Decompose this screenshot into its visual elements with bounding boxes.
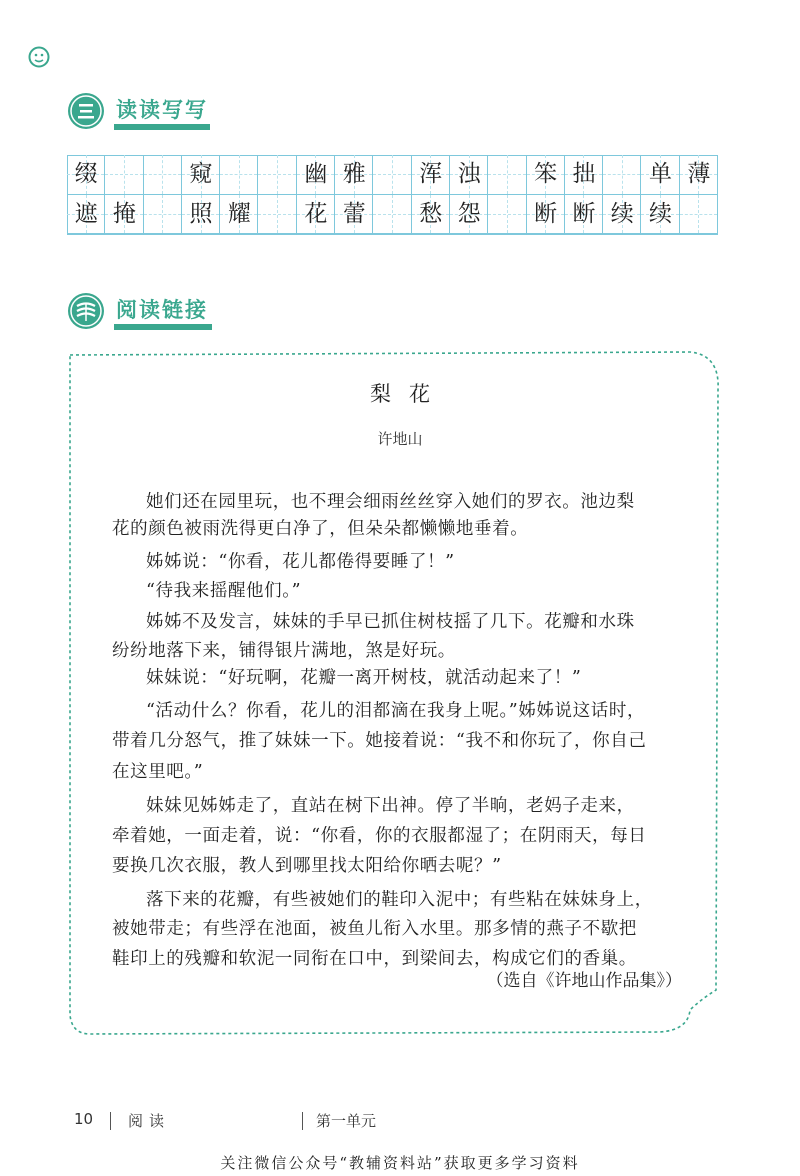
article-line: 她们还在园里玩，也不理会细雨丝丝穿入她们的罗衣。池边梨: [146, 492, 635, 512]
grid-char: 怨: [457, 200, 481, 227]
article-line: 带着几分怒气，推了妹妹一下。她接着说：“我不和你玩了，你自己: [112, 731, 647, 751]
footer-section: 阅读: [128, 1112, 171, 1130]
footer-divider: [302, 1112, 303, 1130]
article-line: 妹妹说：“好玩啊，花瓣一离开树枝，就活动起来了！”: [146, 668, 582, 688]
grid-char: 浊: [457, 161, 481, 187]
grid-char: 雅: [342, 161, 366, 187]
footer-divider: [110, 1112, 111, 1130]
grid-char: 掩: [112, 200, 136, 227]
grid-char: 愁: [419, 200, 443, 227]
grid-char: 断: [534, 200, 558, 227]
article-line: 在这里吧。”: [112, 762, 204, 782]
section-title-read-write: 读读写写: [116, 98, 208, 122]
grid-char: 窥: [189, 161, 213, 187]
article-line: 纷纷地落下来，铺得银片满地，煞是好玩。: [112, 641, 456, 661]
section-title-reading-link: 阅读链接: [116, 298, 208, 322]
article-title: 梨花: [370, 382, 448, 406]
grid-char: 单: [649, 161, 673, 187]
grid-char: 照: [189, 200, 213, 227]
grid-char: 幽: [304, 161, 328, 187]
grid-char: 蕾: [342, 200, 366, 227]
page-number: 10: [74, 1110, 94, 1128]
article-line: 妹妹见姊姊走了，直站在树下出神。停了半晌，老妈子走来，: [146, 796, 635, 816]
article-source: （选自《许地山作品集》）: [486, 971, 682, 991]
grid-char: 续: [610, 200, 634, 227]
article-line: 姊姊说：“你看，花儿都倦得要睡了！”: [146, 552, 455, 572]
grid-char: 续: [649, 200, 673, 227]
grid-char: 断: [572, 200, 596, 227]
grid-char: 花: [304, 200, 328, 227]
article-line: 花的颜色被雨洗得更白净了，但朵朵都懒懒地垂着。: [112, 519, 529, 539]
article-line: 牵着她，一面走着，说：“你看，你的衣服都湿了；在阴雨天，每日: [112, 826, 647, 846]
article-line: 被她带走；有些浮在池面，被鱼儿衔入水里。那多情的燕子不歇把: [112, 919, 637, 939]
article-line: “待我来摇醒他们。”: [146, 581, 302, 601]
grid-char: 笨: [534, 161, 558, 187]
article-line: 落下来的花瓣，有些被她们的鞋印入泥中；有些粘在妹妹身上，: [146, 890, 653, 910]
article-line: 要换几次衣服，教人到哪里找太阳给你晒去呢？”: [112, 856, 502, 876]
grid-char: 浑: [419, 161, 443, 187]
grid-char: 耀: [227, 200, 251, 227]
grid-char: 薄: [687, 161, 711, 187]
grid-char: 拙: [572, 161, 596, 187]
article-author: 许地山: [377, 430, 423, 448]
article-line: 姊姊不及发言，妹妹的手早已抓住树枝摇了几下。花瓣和水珠: [146, 612, 635, 632]
article-line: “活动什么？你看，花儿的泪都滴在我身上呢。”姊姊说这话时，: [146, 701, 646, 721]
footer-unit: 第一单元: [316, 1112, 377, 1130]
grid-char: 缀: [74, 161, 98, 187]
grid-char: 遮: [74, 200, 98, 227]
article-line: 鞋印上的残瓣和软泥一同衔在口中，到梁间去，构成它们的香巢。: [112, 949, 637, 969]
watermark-text: 关注微信公众号“教辅资料站”获取更多学习资料: [220, 1154, 580, 1172]
